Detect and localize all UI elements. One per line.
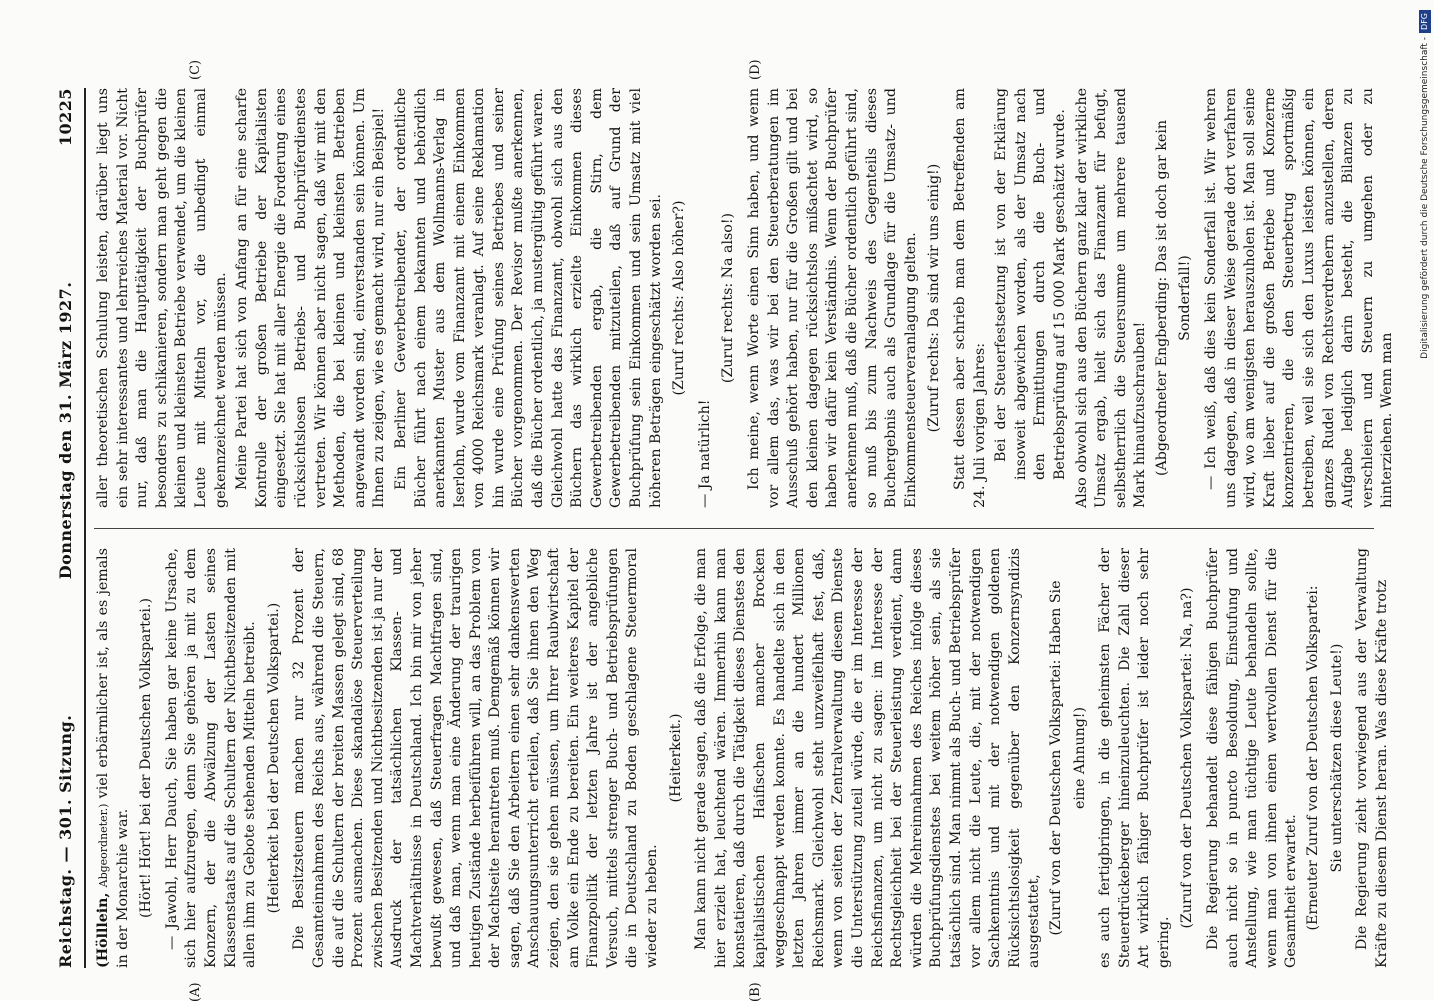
running-head xyxy=(48,88,82,968)
interjection: (Zuruf rechts: Also höher?) xyxy=(671,200,688,396)
right-paragraph: aller theoretischen Schulung leisten, darüber liegt uns ein sehr interessantes und lehrreiches Material vor. Nicht nur, daß man die Haupttätigkeit der Buchprüfer besonders zu schikanieren, sondern man geht gegen die kleinen und kleinsten Betriebe verwendet, um die kleinen Leute mit Mitteln vor, die unbedingt einmal gekennzeichnet werden müssen. xyxy=(95,88,229,508)
right-paragraph: Also obwohl sich aus den Büchern ganz klar der wirkliche Umsatz ergab, hielt sich das Finanzamt für befugt, selbstherrlich die Steuersumme um mehrere tausend Mark hinaufzuschrauben! xyxy=(1073,88,1149,508)
right-paragraph: — Ich weiß, daß dies kein Sonderfall ist. Wir wehren uns dagegen, daß in dieser Weise gerade dort verfahren wird, wo am wenigsten herauszuholen ist. Man soll seine Kraft lieber auf die großen Betriebe und Konzerne konzentrieren, die den Steuerbetrug sportmäßig betreiben, weil sie sich den Luxus leisten können, ein ganzes Rudel von Rechtsverdrehern anzustellen, deren Aufgabe lediglich darin besteht, die Bilanzen zu verschleiern und Steuern zu umgehen oder zu hinterziehen. Wenn man xyxy=(1203,88,1396,508)
interjection: (Erneuter Zuruf von der Deutschen Volkspartei: xyxy=(1305,585,1322,931)
interjection: (Heiterkeit bei der Deutschen Volkspartei.) xyxy=(265,602,282,914)
interjection: (Hört! Hört! bei der Deutschen Volkspartei.) xyxy=(138,598,155,918)
left-column xyxy=(94,547,1390,968)
margin-mark-d: (D) xyxy=(748,59,763,80)
interjection: (Zuruf von der Deutschen Volkspartei: Na, na?) xyxy=(1179,587,1196,929)
left-paragraph: — Jawohl, Herr Dauch, Sie haben gar keine Ursache, sich hier aufzuregen, denn Sie gehören ja mit zu dem Konzern, der die Abwälzung der Lasten seines Klassenstaats auf die Schultern der Nichtbesitzenden mit allen ihm zu Gebote stehenden Mitteln betreibt. xyxy=(163,548,259,968)
interjection: (Abgeordneter Engberding: Das ist doch gar kein xyxy=(1153,120,1170,477)
speaker-role: Abgeordneter.) xyxy=(97,803,110,888)
right-paragraph: Ein Berliner Gewerbetreibender, der ordentliche Bücher führt nach einem bekannten und behördlich anerkannten Muster aus dem Wollmanns-Verlag in Iserlohn, wurde vom Finanzamt mit einem Einkommen von 4000 Reichsmark veranlagt. Auf seine Reklamation hin wurde eine Prüfung seines Betriebes und seiner Bücher vorgenommen. Der Revisor mußte anerkennen, daß die Bücher ordentlich, ja mustergültig geführt waren. Gleichwohl hatte das Finanzamt, obwohl sich aus den Büchern das wirklich erzielte Einkommen dieses Gewerbetreibenden ergab, die Stirn, dem Gewerbetreibenden mitzuteilen, daß auf Grund der Buchprüfung sein Einkommen und sein Umsatz mit viel höheren Beträgen eingeschätzt worden sei. xyxy=(392,88,664,508)
left-text-0: viel erbärmlicher ist, als es jemals in der Monarchie war. xyxy=(95,547,131,968)
interjection: Sonderfall!) xyxy=(1177,255,1194,341)
right-paragraph: Meine Partei hat sich von Anfang an für eine scharfe Kontrolle der großen Betriebe der Kapitalisten eingesetzt. Sie hat mit aller Energie die Forderung eines rücksichtslosen Betriebs- und Buchprüferdienstes vertreten. Wir können aber nicht sagen, daß wir mit den Methoden, die bei kleinen und kleinsten Betrieben angewandt worden sind, einverstanden sein können. Um Ihnen zu zeigen, wie es gemacht wird, nur ein Beispiel! xyxy=(234,88,388,508)
quoted-letter: Bei der Steuerfestsetzung ist von der Erklärung insoweit abgewichen worden, als der Umsatz nach den Ermittlungen durch die Buch- und Betriebsprüfung auf 15 000 Mark geschätzt wurde. xyxy=(993,88,1068,480)
left-paragraph: Man kann nicht gerade sagen, daß die Erfolge, die man hier erzielt hat, leuchtend wären. Immerhin kann man konstatieren, daß durch die Tätigkeit dieses Dienstes den kapitalistischen Haifischen mancher Brocken weggeschnappt werden konnte. Es handelte sich in den letzten Jahren immer an die hundert Millionen Reichsmark. Gleichwohl steht unzweifelhaft fest, daß, wenn von seiten der Zentralverwaltung diesem Dienste die Unterstützung zuteil würde, die er im Interesse der Reichsfinanzen, um nicht zu sagen: im Interesse der Rechtsgleichheit bei der Steuerleistung verdient, dann würden die Mehreinnahmen des Reiches infolge dieses Buchprüfungsdienstes bei weitem höher sein, als sie tatsächlich sind. Man nimmt als Buch- und Betriebsprüfer vor allem nicht die Leute, die, mit der notwendigen Sachkenntnis und mit der notwendigen goldenen Rücksichtslosigkeit gegenüber den Konzernsyndizis ausgestattet, xyxy=(693,548,1043,968)
left-paragraph: es auch fertigbringen, in die geheimsten Fächer der Steuerdrückeberger hineinzuleuchten. Die Zahl dieser Art wirklich fähiger Buchprüfer ist leider noch sehr gering. xyxy=(1097,548,1172,968)
right-paragraph: — Ja natürlich! xyxy=(696,399,713,508)
right-paragraph: Ich meine, wenn Worte einen Sinn haben, und wenn vor allem das, was wir bei den Steuerberatungen im Ausschuß gehört haben, nur für die Großen gilt und bei den kleinen dagegen rücksichtslos mißachtet wird, so haben wir dafür kein Verständnis. Wenn der Buchprüfer anerkennen muß, daß die Bücher ordentlich geführt sind, so muß bis zum Nachweis des Gegenteils dieses Buchergebnis auch als Grundlage für die Umsatz- und Einkommensteuerveranlagung gelten. xyxy=(746,88,919,508)
margin-mark-c: (C) xyxy=(188,59,203,80)
running-head-left: Reichstag. — 301. Sitzung. xyxy=(55,714,75,968)
rotated-document-page xyxy=(48,59,1396,1002)
dfg-logo-badge: DFG xyxy=(1419,10,1431,33)
margin-mark-a: (A) xyxy=(188,982,203,1002)
left-paragraph-0 xyxy=(94,548,133,968)
left-paragraph: Die Besitzsteuern machen nur 32 Prozent der Gesamteinnahmen des Reichs aus, während die Steuern, die auf die Schultern der breiten Massen gelegt sind, 68 Prozent ausmachen. Diese skandalöse Steuerverteilung zwischen Besitzenden und Nichtbesitzenden ist ja nur der Ausdruck der tatsächlichen Klassen- und Machtverhältnisse in Deutschland. Ich bin mir von jeher bewußt gewesen, daß Steuerfragen Machtfragen sind, und daß man, wenn man eine Änderung der traurigen heutigen Zustände herbeiführen will, an das Problem von der Machtseite herantreten muß. Demgemäß können wir sagen, daß Sie den Arbeitern einen sehr dankenswerten Anschauungsunterricht erteilen, daß Sie ihnen den Weg zeigen, den sie gehen müssen, um Ihrer Raubwirtschaft am Volke ein Ende zu bereiten. Ein weiteres Kapitel der Finanzpolitik der letzten Jahre ist der angebliche Versuch, mittels strenger Buch- und Betriebsprüfungen die in Deutschland zu Boden geschlagene Steuermoral wieder zu heben. xyxy=(291,548,661,968)
running-head-date: Donnerstag den 31. März 1927. xyxy=(55,281,75,580)
interjection: (Zuruf rechts: Na also!) xyxy=(720,212,737,384)
column-divider xyxy=(94,528,1374,529)
interjection: eine Ahnung!) xyxy=(1071,706,1088,810)
right-column xyxy=(94,88,1396,508)
left-paragraph: Die Regierung zieht vorwiegend aus der Verwaltung Kräfte zu diesem Dienst heran. Was diese Kräfte trotz xyxy=(1354,548,1390,968)
page-number: 10225 xyxy=(55,88,75,147)
speaker-name: (Hölllein, xyxy=(95,892,111,968)
interjection: (Zuruf von der Deutschen Volkspartei: Haben Sie xyxy=(1047,580,1064,936)
digitization-note-text: Digitalisierung gefördert durch die Deutsche Forschungsgemeinschaft - xyxy=(1420,36,1430,359)
header-rule xyxy=(84,88,86,968)
interjection: (Heiterkeit.) xyxy=(667,713,684,803)
right-paragraph: Statt dessen aber schrieb man dem Betreffenden am 24. Juli vorigen Jahres: xyxy=(951,88,988,508)
left-paragraph: Die Regierung behandelt diese fähigen Buchprüfer auch nicht so in puncto Besoldung, Einstufung und Anstellung, wie man tüchtige Leute behandeln sollte, wenn man von ihnen einen wertvollen Dienst für die Gesamtheit erwartet. xyxy=(1205,548,1300,968)
interjection: Sie unterschätzen diese Leute!) xyxy=(1328,643,1345,873)
interjection: (Zuruf rechts: Da sind wir uns einig!) xyxy=(926,163,943,433)
digitization-note xyxy=(1418,10,1432,990)
margin-mark-b: (B) xyxy=(748,982,763,1002)
